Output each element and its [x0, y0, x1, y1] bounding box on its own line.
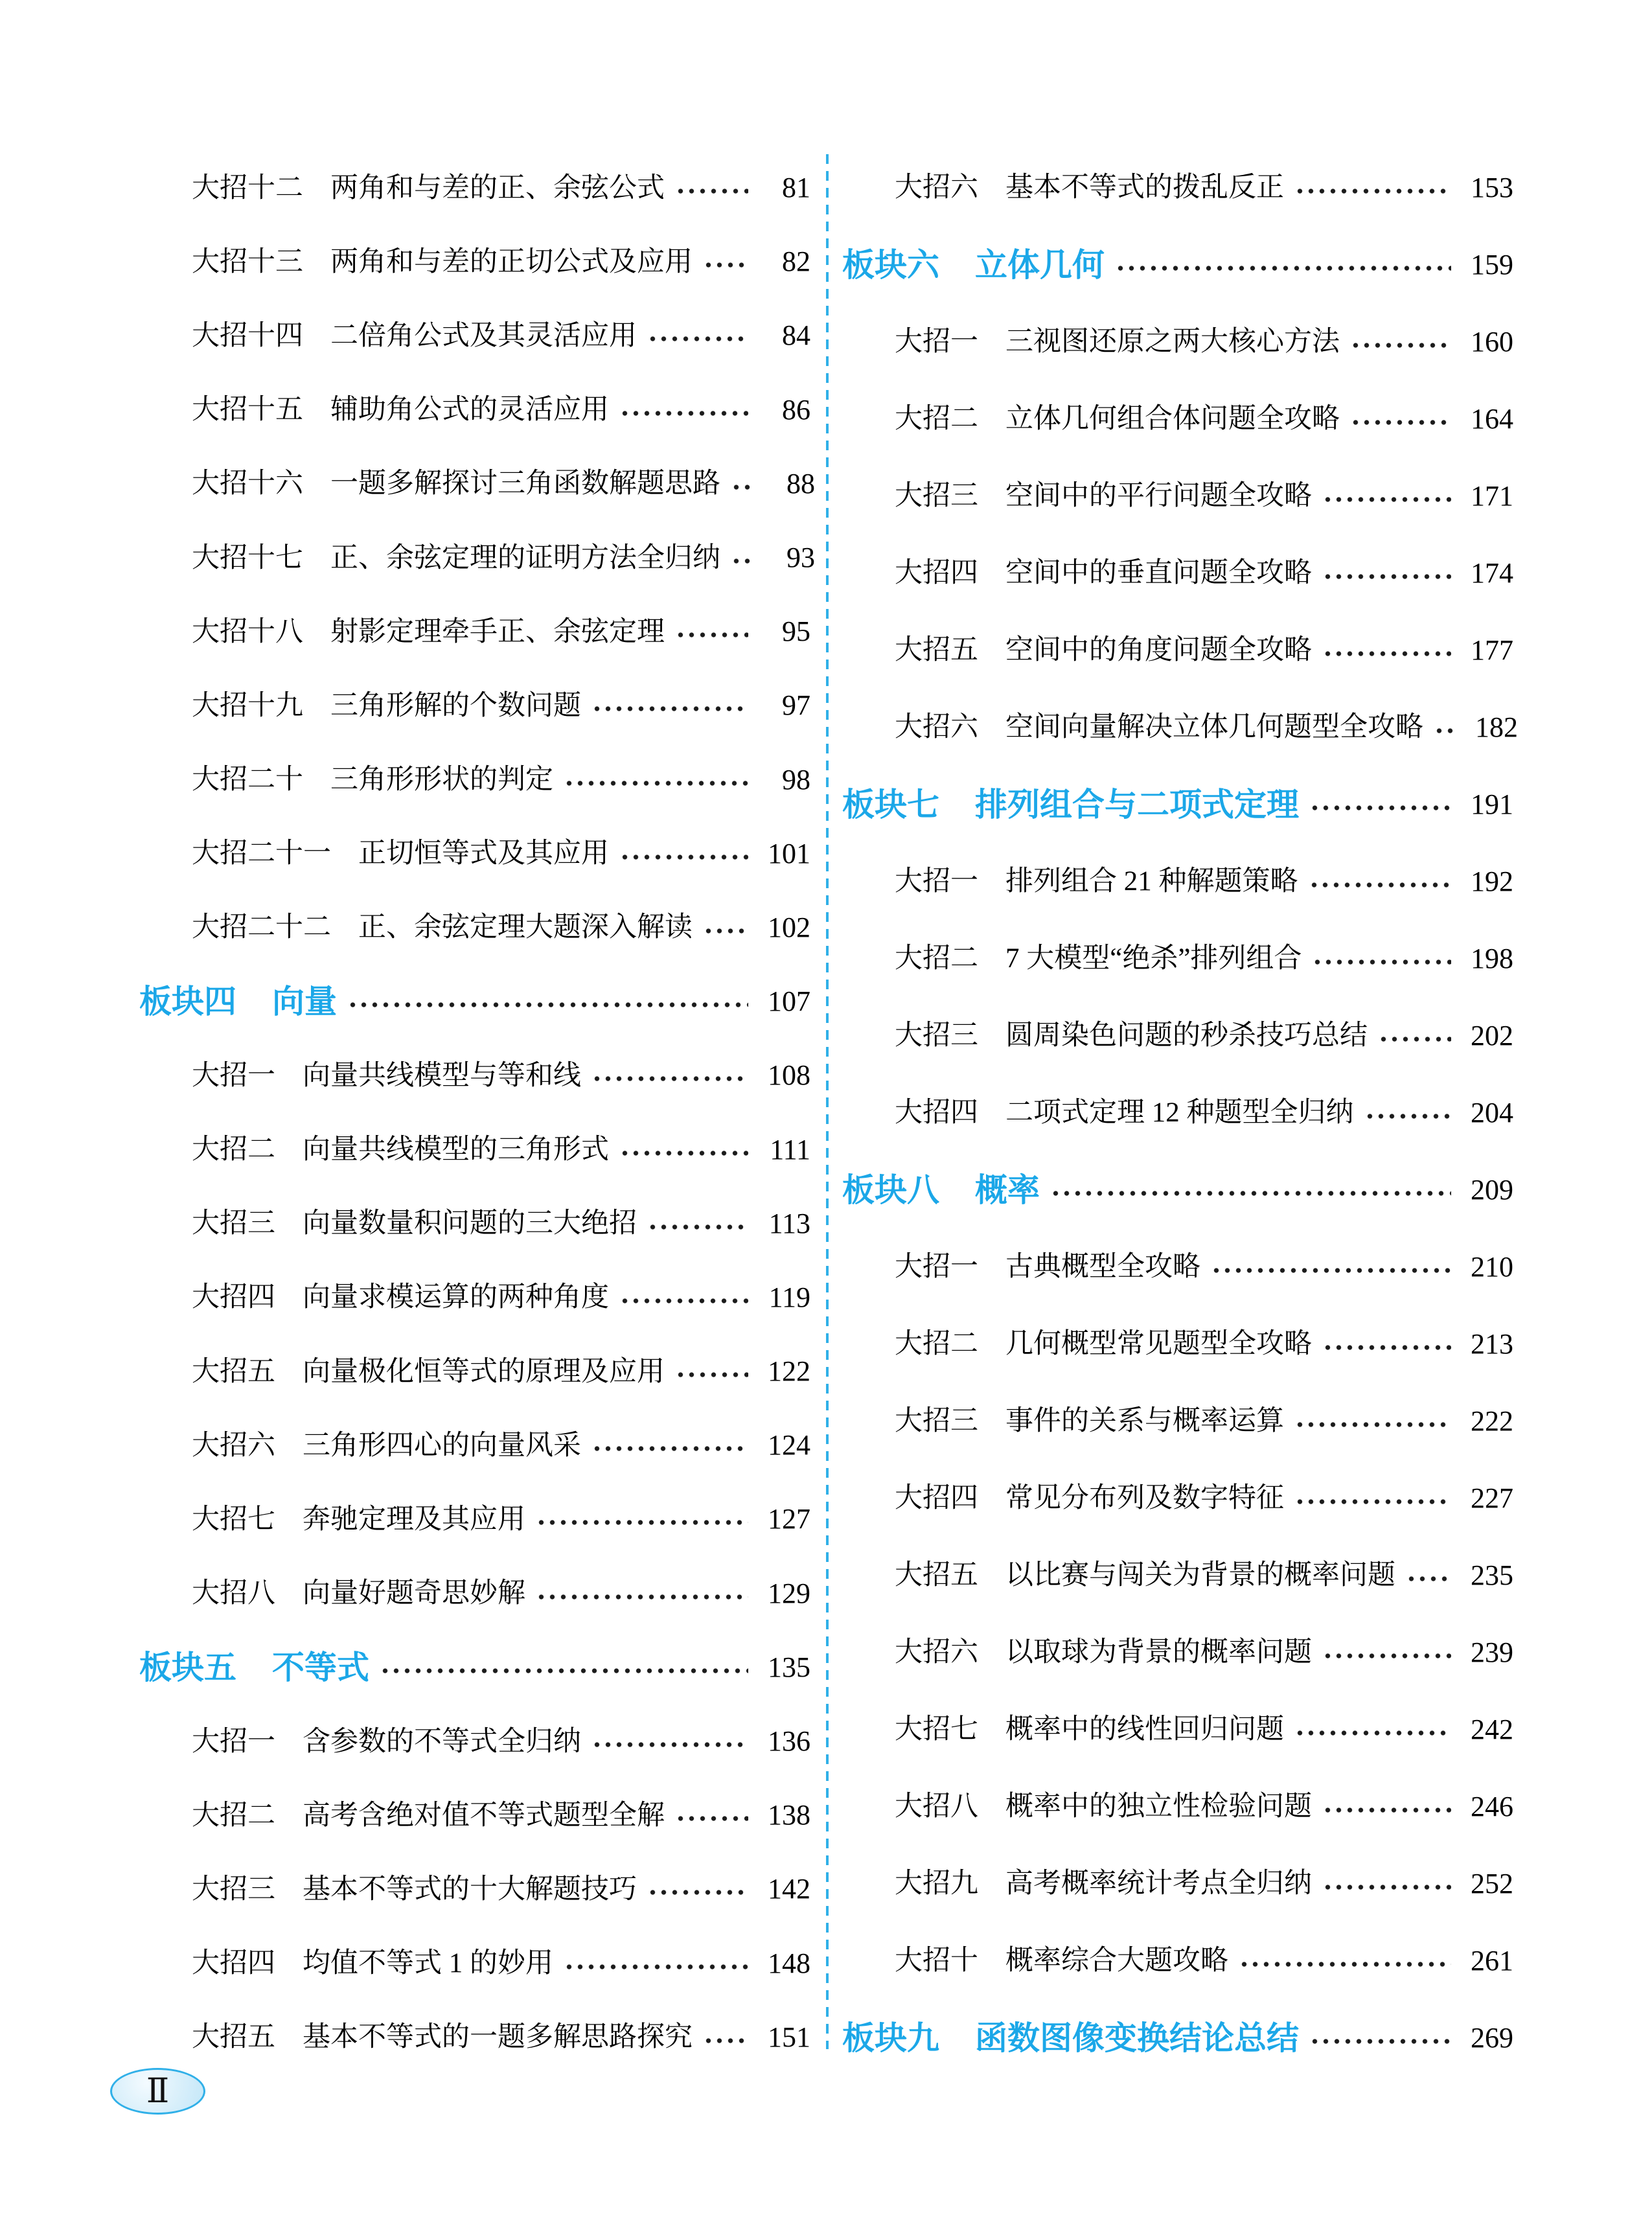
- entry-title: 两角和与差的正、余弦公式: [330, 172, 665, 203]
- toc-row: [842, 689, 1518, 766]
- entry-label: 大招六: [895, 1637, 978, 1668]
- toc-row: [842, 149, 1513, 226]
- entry-label: 大招九: [895, 1868, 978, 1899]
- entry-title: 向量共线模型的三角形式: [303, 1134, 609, 1165]
- toc-row: [842, 1460, 1513, 1537]
- toc-row: [842, 457, 1513, 534]
- entry-title: 以取球为背景的概率问题: [1005, 1637, 1312, 1668]
- entry-title: 不等式: [272, 1649, 369, 1686]
- toc-row: [139, 447, 815, 521]
- page-number-badge: [110, 2068, 205, 2115]
- entry-title: 辅助角公式的灵活应用: [330, 395, 609, 426]
- entry-page-number: 148: [768, 1947, 810, 1979]
- entry-label: 大招十九: [192, 690, 303, 721]
- toc-row: [139, 225, 810, 299]
- entry-title: 立体几何组合体问题全攻略: [1005, 404, 1340, 434]
- dot-leader: [619, 410, 748, 417]
- entry-label: 大招三: [895, 1406, 978, 1436]
- entry-title: 几何概型常见题型全攻略: [1005, 1329, 1312, 1359]
- dot-leader: [675, 632, 748, 638]
- toc-row: [139, 1631, 810, 1704]
- toc-row: [842, 1305, 1513, 1383]
- toc-row: [842, 1151, 1513, 1228]
- entry-title: 三视图还原之两大核心方法: [1005, 327, 1340, 357]
- entry-title: 三角形四心的向量风采: [303, 1430, 581, 1461]
- toc-row: [139, 817, 810, 891]
- entry-page-number: 97: [782, 689, 810, 722]
- dot-leader: [564, 1964, 748, 1970]
- toc-row: [842, 1537, 1513, 1614]
- entry-page-number: 127: [768, 1503, 810, 1535]
- toc-row: [842, 1999, 1513, 2076]
- entry-page-number: 160: [1471, 325, 1513, 358]
- toc-row: [842, 1845, 1513, 1922]
- entry-title: 二倍角公式及其灵活应用: [330, 320, 637, 351]
- entry-title: 空间中的垂直问题全攻略: [1005, 558, 1312, 588]
- entry-page-number: 142: [768, 1873, 810, 1905]
- entry-label: 大招五: [895, 1560, 978, 1590]
- dot-leader: [1322, 1653, 1451, 1659]
- toc-row: [139, 595, 810, 669]
- dot-leader: [1350, 419, 1451, 426]
- entry-label: 大招五: [192, 1356, 275, 1387]
- entry-label: 大招十六: [192, 468, 303, 499]
- dot-leader: [1294, 1730, 1451, 1736]
- toc-row: [139, 1408, 810, 1482]
- entry-label: 大招四: [192, 1948, 275, 1979]
- dot-leader: [675, 1371, 748, 1378]
- toc-row: [842, 534, 1513, 612]
- entry-label: 大招一: [192, 1060, 275, 1091]
- entry-title: 向量: [272, 983, 337, 1020]
- toc-row: [139, 1704, 810, 1778]
- entry-page-number: 151: [768, 2021, 810, 2053]
- entry-label: 大招二: [192, 1800, 275, 1831]
- entry-label: 板块六: [842, 246, 939, 283]
- entry-title: 向量好题奇思妙解: [303, 1578, 525, 1609]
- dot-leader: [647, 336, 748, 342]
- entry-title: 函数图像变换结论总结: [975, 2019, 1299, 2056]
- toc-row: [842, 843, 1513, 920]
- entry-title: 基本不等式的十大解题技巧: [303, 1874, 637, 1905]
- entry-page-number: 191: [1471, 788, 1513, 820]
- entry-label: 大招七: [895, 1714, 978, 1745]
- toc-row: [139, 965, 810, 1038]
- entry-label: 大招一: [192, 1726, 275, 1757]
- dot-leader: [647, 1224, 748, 1230]
- entry-title: 向量数量积问题的三大绝招: [303, 1208, 637, 1239]
- toc-row: [842, 380, 1513, 457]
- entry-page-number: 246: [1471, 1790, 1513, 1822]
- entry-page-number: 82: [782, 246, 810, 278]
- toc-row: [139, 1261, 810, 1335]
- entry-title: 事件的关系与概率运算: [1005, 1406, 1284, 1436]
- dot-leader: [591, 706, 748, 712]
- toc-row: [139, 891, 810, 965]
- entry-page-number: 213: [1471, 1327, 1513, 1360]
- entry-title: 一题多解探讨三角函数解题思路: [330, 468, 720, 499]
- entry-title: 向量极化恒等式的原理及应用: [303, 1356, 665, 1387]
- entry-page-number: 95: [782, 615, 810, 648]
- entry-title: 常见分布列及数字特征: [1005, 1483, 1284, 1513]
- entry-title: 高考概率统计考点全归纳: [1005, 1868, 1312, 1899]
- toc-row: [139, 2001, 810, 2074]
- entry-label: 大招三: [192, 1208, 275, 1239]
- dot-leader: [1322, 650, 1451, 657]
- dot-leader: [619, 854, 748, 860]
- entry-page-number: 261: [1471, 1944, 1513, 1977]
- dot-leader: [1294, 188, 1451, 194]
- dot-leader: [619, 1150, 748, 1156]
- entry-title: 两角和与差的正切公式及应用: [330, 246, 693, 277]
- entry-page-number: 122: [768, 1355, 810, 1388]
- entry-title: 概率: [975, 1171, 1040, 1208]
- entry-title: 概率综合大题攻略: [1005, 1945, 1228, 1976]
- dot-leader: [347, 1002, 748, 1008]
- toc-row: [139, 1038, 810, 1112]
- entry-label: 大招六: [895, 712, 978, 742]
- entry-page-number: 84: [782, 319, 810, 352]
- entry-title: 向量共线模型与等和线: [303, 1060, 581, 1091]
- dot-leader: [1322, 573, 1451, 580]
- entry-label: 大招八: [895, 1791, 978, 1822]
- entry-title: 高考含绝对值不等式题型全解: [303, 1800, 665, 1831]
- toc-left-column: [139, 151, 815, 2074]
- entry-page-number: 108: [768, 1059, 810, 1092]
- entry-page-number: 222: [1471, 1405, 1513, 1437]
- entry-title: 二项式定理 12 种题型全归纳: [1005, 1097, 1354, 1128]
- entry-label: 大招五: [192, 2022, 275, 2053]
- entry-page-number: 119: [768, 1281, 810, 1313]
- entry-label: 大招七: [192, 1504, 275, 1535]
- entry-label: 大招十四: [192, 320, 303, 351]
- entry-label: 大招二: [895, 943, 978, 974]
- dot-leader: [380, 1668, 748, 1674]
- entry-label: 大招六: [895, 172, 978, 203]
- entry-title: 概率中的线性回归问题: [1005, 1714, 1284, 1745]
- dot-leader: [536, 1594, 748, 1600]
- toc-row: [139, 1778, 810, 1852]
- toc-row: [139, 1187, 810, 1261]
- toc-row: [842, 1768, 1513, 1845]
- entry-page-number: 102: [768, 911, 810, 943]
- toc-row: [139, 1482, 810, 1556]
- dot-leader: [1050, 1190, 1451, 1197]
- entry-page-number: 98: [782, 763, 810, 796]
- dot-leader: [703, 928, 748, 934]
- dot-leader: [1322, 496, 1451, 503]
- entry-label: 大招十五: [192, 395, 303, 426]
- toc-row: [842, 1922, 1513, 1999]
- dot-leader: [731, 558, 753, 564]
- entry-page-number: 202: [1471, 1019, 1513, 1051]
- entry-title: 立体几何: [975, 246, 1105, 283]
- entry-title: 正、余弦定理的证明方法全归纳: [330, 542, 720, 573]
- toc-row: [139, 151, 810, 225]
- page-number-roman: Ⅱ: [146, 2073, 170, 2110]
- dot-leader: [1309, 882, 1452, 888]
- toc-right-column: [842, 149, 1518, 2076]
- toc-row: [139, 1927, 810, 2001]
- toc-row: [842, 997, 1513, 1074]
- entry-page-number: 124: [768, 1429, 810, 1462]
- entry-title: 基本不等式的一题多解思路探究: [303, 2022, 693, 2053]
- dot-leader: [1350, 342, 1451, 349]
- entry-title: 射影定理牵手正、余弦定理: [330, 616, 665, 647]
- entry-title: 三角形形状的判定: [330, 764, 553, 796]
- entry-title: 7 大模型“绝杀”排列组合: [1005, 943, 1302, 974]
- toc-row: [842, 766, 1513, 843]
- entry-label: 大招二: [895, 1329, 978, 1359]
- entry-page-number: 159: [1471, 248, 1513, 281]
- entry-title: 空间中的角度问题全攻略: [1005, 635, 1312, 665]
- entry-page-number: 182: [1475, 711, 1518, 743]
- entry-page-number: 204: [1471, 1096, 1513, 1129]
- dot-leader: [675, 1815, 748, 1822]
- entry-page-number: 177: [1471, 634, 1513, 666]
- entry-title: 排列组合与二项式定理: [975, 786, 1299, 823]
- toc-row: [842, 1614, 1513, 1691]
- entry-title: 概率中的独立性检验问题: [1005, 1791, 1312, 1822]
- entry-page-number: 153: [1471, 171, 1513, 203]
- entry-title: 古典概型全攻略: [1005, 1252, 1200, 1282]
- entry-label: 大招二十二: [192, 912, 331, 943]
- entry-label: 大招二十: [192, 764, 303, 796]
- dot-leader: [1406, 1576, 1451, 1582]
- toc-row: [842, 303, 1513, 380]
- toc-row: [842, 1691, 1513, 1768]
- entry-title: 空间中的平行问题全攻略: [1005, 481, 1312, 511]
- dot-leader: [1434, 728, 1456, 734]
- entry-title: 圆周染色问题的秒杀技巧总结: [1005, 1020, 1368, 1051]
- toc-row: [139, 299, 810, 373]
- entry-label: 大招五: [895, 635, 978, 665]
- entry-title: 奔驰定理及其应用: [303, 1504, 525, 1535]
- toc-row: [842, 612, 1513, 689]
- dot-leader: [1364, 1113, 1452, 1119]
- entry-label: 大招二: [895, 404, 978, 434]
- entry-page-number: 210: [1471, 1250, 1513, 1283]
- entry-label: 板块八: [842, 1171, 939, 1208]
- entry-page-number: 171: [1471, 479, 1513, 512]
- entry-label: 大招二: [192, 1134, 275, 1165]
- entry-label: 大招四: [895, 558, 978, 588]
- entry-page-number: 198: [1471, 942, 1513, 974]
- entry-label: 大招十二: [192, 172, 303, 203]
- toc-row: [842, 1383, 1513, 1460]
- dot-leader: [675, 188, 748, 194]
- toc-row: [139, 1112, 810, 1186]
- dot-leader: [1378, 1036, 1451, 1042]
- entry-label: 板块五: [139, 1649, 236, 1686]
- entry-label: 大招十七: [192, 542, 303, 573]
- dot-leader: [591, 1445, 748, 1452]
- entry-page-number: 136: [768, 1725, 810, 1758]
- toc-row: [139, 373, 810, 447]
- entry-title: 以比赛与闯关为背景的概率问题: [1005, 1560, 1395, 1590]
- entry-page-number: 209: [1471, 1173, 1513, 1206]
- entry-page-number: 88: [786, 467, 815, 499]
- entry-label: 大招一: [895, 327, 978, 357]
- entry-label: 大招十八: [192, 616, 303, 647]
- entry-page-number: 113: [768, 1207, 810, 1239]
- entry-page-number: 235: [1471, 1559, 1513, 1591]
- entry-page-number: 138: [768, 1799, 810, 1831]
- entry-page-number: 107: [768, 985, 810, 1018]
- entry-label: 大招二十一: [192, 838, 331, 869]
- entry-page-number: 192: [1471, 865, 1513, 897]
- toc-row: [842, 1228, 1513, 1305]
- entry-title: 基本不等式的拨乱反正: [1005, 172, 1284, 203]
- dot-leader: [1312, 959, 1451, 965]
- toc-row: [842, 1074, 1513, 1151]
- toc-row: [139, 1852, 810, 1926]
- dot-leader: [536, 1519, 748, 1526]
- entry-page-number: 242: [1471, 1713, 1513, 1745]
- dot-leader: [1239, 1961, 1451, 1968]
- entry-title: 均值不等式 1 的妙用: [303, 1948, 553, 1979]
- toc-row: [139, 1557, 810, 1631]
- toc-row: [139, 669, 810, 742]
- dot-leader: [1211, 1267, 1451, 1274]
- entry-label: 板块九: [842, 2019, 939, 2056]
- dot-leader: [1322, 1807, 1451, 1813]
- entry-page-number: 129: [768, 1577, 810, 1609]
- entry-title: 含参数的不等式全归纳: [303, 1726, 581, 1757]
- entry-label: 板块四: [139, 983, 236, 1020]
- entry-page-number: 101: [768, 837, 810, 869]
- entry-label: 大招三: [895, 1020, 978, 1051]
- column-divider-dashed-line: [826, 154, 829, 2049]
- dot-leader: [591, 1075, 748, 1082]
- entry-page-number: 227: [1471, 1482, 1513, 1514]
- entry-title: 空间向量解决立体几何题型全攻略: [1005, 712, 1423, 742]
- entry-label: 大招一: [895, 1252, 978, 1282]
- dot-leader: [1322, 1884, 1451, 1890]
- entry-label: 大招十: [895, 1945, 978, 1976]
- entry-title: 排列组合 21 种解题策略: [1005, 866, 1298, 897]
- toc-row: [139, 743, 810, 817]
- dot-leader: [1115, 265, 1451, 271]
- entry-label: 大招三: [192, 1874, 275, 1905]
- entry-page-number: 111: [770, 1133, 810, 1165]
- entry-page-number: 174: [1471, 556, 1513, 589]
- entry-label: 大招四: [895, 1097, 978, 1128]
- entry-label: 大招四: [895, 1483, 978, 1513]
- toc-row: [842, 920, 1513, 997]
- dot-leader: [731, 484, 753, 490]
- entry-page-number: 164: [1471, 402, 1513, 435]
- entry-page-number: 86: [782, 393, 810, 426]
- dot-leader: [647, 1889, 748, 1896]
- entry-title: 三角形解的个数问题: [330, 690, 581, 721]
- dot-leader: [703, 262, 748, 268]
- entry-label: 大招十三: [192, 246, 303, 277]
- dot-leader: [1322, 1344, 1451, 1351]
- entry-page-number: 239: [1471, 1636, 1513, 1668]
- entry-label: 大招六: [192, 1430, 275, 1461]
- entry-title: 正、余弦定理大题深入解读: [358, 912, 693, 943]
- entry-label: 大招八: [192, 1578, 275, 1609]
- entry-page-number: 252: [1471, 1867, 1513, 1899]
- entry-page-number: 81: [782, 172, 810, 204]
- toc-row: [139, 521, 815, 595]
- entry-label: 大招三: [895, 481, 978, 511]
- entry-page-number: 269: [1471, 2021, 1513, 2054]
- dot-leader: [1309, 2038, 1451, 2045]
- entry-title: 正切恒等式及其应用: [358, 838, 609, 869]
- dot-leader: [1294, 1421, 1451, 1428]
- dot-leader: [564, 780, 748, 786]
- entry-label: 板块七: [842, 786, 939, 823]
- toc-row: [139, 1335, 810, 1408]
- toc-row: [842, 226, 1513, 303]
- dot-leader: [1309, 805, 1451, 811]
- dot-leader: [591, 1741, 748, 1748]
- entry-page-number: 135: [768, 1651, 810, 1683]
- dot-leader: [703, 2037, 748, 2044]
- entry-page-number: 93: [786, 542, 815, 574]
- entry-title: 向量求模运算的两种角度: [303, 1282, 609, 1313]
- entry-label: 大招四: [192, 1282, 275, 1313]
- entry-label: 大招一: [895, 866, 978, 897]
- dot-leader: [619, 1298, 748, 1304]
- dot-leader: [1294, 1498, 1451, 1505]
